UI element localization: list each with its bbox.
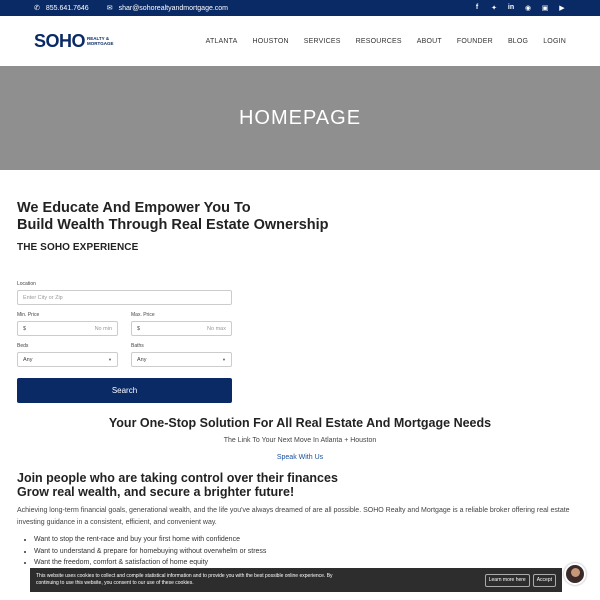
baths-value: Any (137, 356, 147, 363)
list-item: • Want the freedom, comfort & satisfaction of home equity (34, 557, 583, 569)
max-price-value: No max (207, 325, 226, 332)
property-search-form (17, 281, 232, 403)
nav-about[interactable]: ABOUT (416, 37, 442, 45)
list-item: • Want to stop the rent-race and buy your first home with confidence (34, 534, 583, 546)
join-heading-line-1: Join people who are taking control over their finances (17, 471, 338, 485)
cookie-message (36, 573, 482, 587)
beds-select[interactable] (17, 352, 118, 367)
beds-value: Any (23, 356, 33, 363)
location-label: Location (17, 281, 36, 287)
benefits-list (17, 534, 583, 569)
phone-contact[interactable] (34, 4, 89, 12)
min-price-input[interactable] (17, 321, 118, 336)
nav-atlanta[interactable]: ATLANTA (205, 37, 238, 45)
headline-line-2: Build Wealth Through Real Estate Ownership (17, 217, 329, 233)
logo-subtitle (87, 36, 114, 46)
social-links (473, 4, 566, 12)
facebook-icon[interactable]: f (475, 4, 479, 11)
headline-line-1: We Educate And Empower You To (17, 200, 251, 216)
cookie-message-line-1: This website uses cookies to collect and compile statistical information and to provide you with the best possible online experience. By (36, 573, 333, 579)
email-address[interactable]: shar@sohorealtyandmortgage.com (118, 4, 229, 12)
page-title: HOMEPAGE (238, 106, 362, 129)
instagram-icon[interactable]: ▣ (541, 5, 549, 12)
site-header (0, 16, 600, 66)
chevron-down-icon: ▼ (222, 357, 226, 362)
join-section (17, 471, 583, 569)
phone-number[interactable]: 855.641.7646 (45, 4, 89, 12)
speak-with-us-link[interactable]: Speak With Us (276, 454, 324, 461)
nav-login[interactable]: LOGIN (543, 37, 566, 45)
main-content (0, 200, 600, 569)
top-bar (0, 0, 600, 16)
main-headline (17, 200, 583, 234)
pinterest-icon[interactable]: ◉ (524, 5, 532, 12)
nav-services[interactable]: SERVICES (303, 37, 341, 45)
max-price-label: Max. Price (131, 312, 155, 318)
nav-houston[interactable]: HOUSTON (252, 37, 289, 45)
chat-avatar[interactable] (564, 563, 586, 585)
beds-label: Beds (17, 343, 29, 349)
learn-more-button[interactable]: Learn more here (485, 574, 530, 587)
max-price-input[interactable] (131, 321, 232, 336)
site-logo[interactable] (34, 31, 114, 52)
nav-blog[interactable]: BLOG (507, 37, 529, 45)
baths-label: Baths (131, 343, 144, 349)
location-input[interactable] (17, 290, 232, 305)
email-contact[interactable] (107, 4, 228, 12)
search-button[interactable]: Search (17, 378, 232, 403)
youtube-icon[interactable]: ▶ (559, 5, 565, 12)
min-price-label: Min. Price (17, 312, 40, 318)
one-stop-section (17, 416, 583, 461)
hero-banner (0, 66, 600, 170)
join-paragraph: Achieving long-term financial goals, generational wealth, and the life you've always dreamed of are all possible. SOHO Realty and Mortgage is a reliable broker offering real estate investing guidance in a consistent, efficient, and convenient way. (17, 507, 570, 526)
accept-button[interactable]: Accept (533, 574, 556, 587)
linkedin-icon[interactable]: in (507, 4, 515, 11)
max-currency: $ (137, 325, 141, 332)
baths-select[interactable] (131, 352, 232, 367)
logo-sub-line-2: MORTGAGE (87, 41, 114, 46)
nav-resources[interactable]: RESOURCES (355, 37, 402, 45)
join-heading-line-2: Grow real wealth, and secure a brighter future! (17, 485, 295, 499)
cookie-message-line-2: continuing to use this website, you consent to our use of these cookies. (36, 580, 194, 586)
cookie-banner (30, 568, 562, 592)
mail-icon: ✉ (106, 5, 113, 12)
logo-wordmark: SOHO (34, 30, 86, 51)
nav-founder[interactable]: FOUNDER (456, 37, 493, 45)
min-price-value: No min (94, 325, 112, 332)
section-subhead: THE SOHO EXPERIENCE (17, 242, 139, 253)
one-stop-title: Your One-Stop Solution For All Real Estate And Mortgage Needs (108, 416, 492, 430)
twitter-icon[interactable]: ✦ (491, 5, 497, 12)
list-item: • Want to understand & prepare for homebuying without overwhelm or stress (34, 546, 583, 558)
logo-sub-line-1: REALTY & (87, 36, 110, 41)
min-currency: $ (23, 325, 27, 332)
chevron-down-icon: ▼ (108, 357, 112, 362)
location-placeholder: Enter City or Zip (23, 294, 63, 301)
one-stop-subtitle: The Link To Your Next Move In Atlanta + Houston (223, 437, 377, 444)
join-heading (17, 471, 583, 499)
main-nav (191, 38, 566, 45)
phone-icon: ✆ (34, 5, 40, 12)
